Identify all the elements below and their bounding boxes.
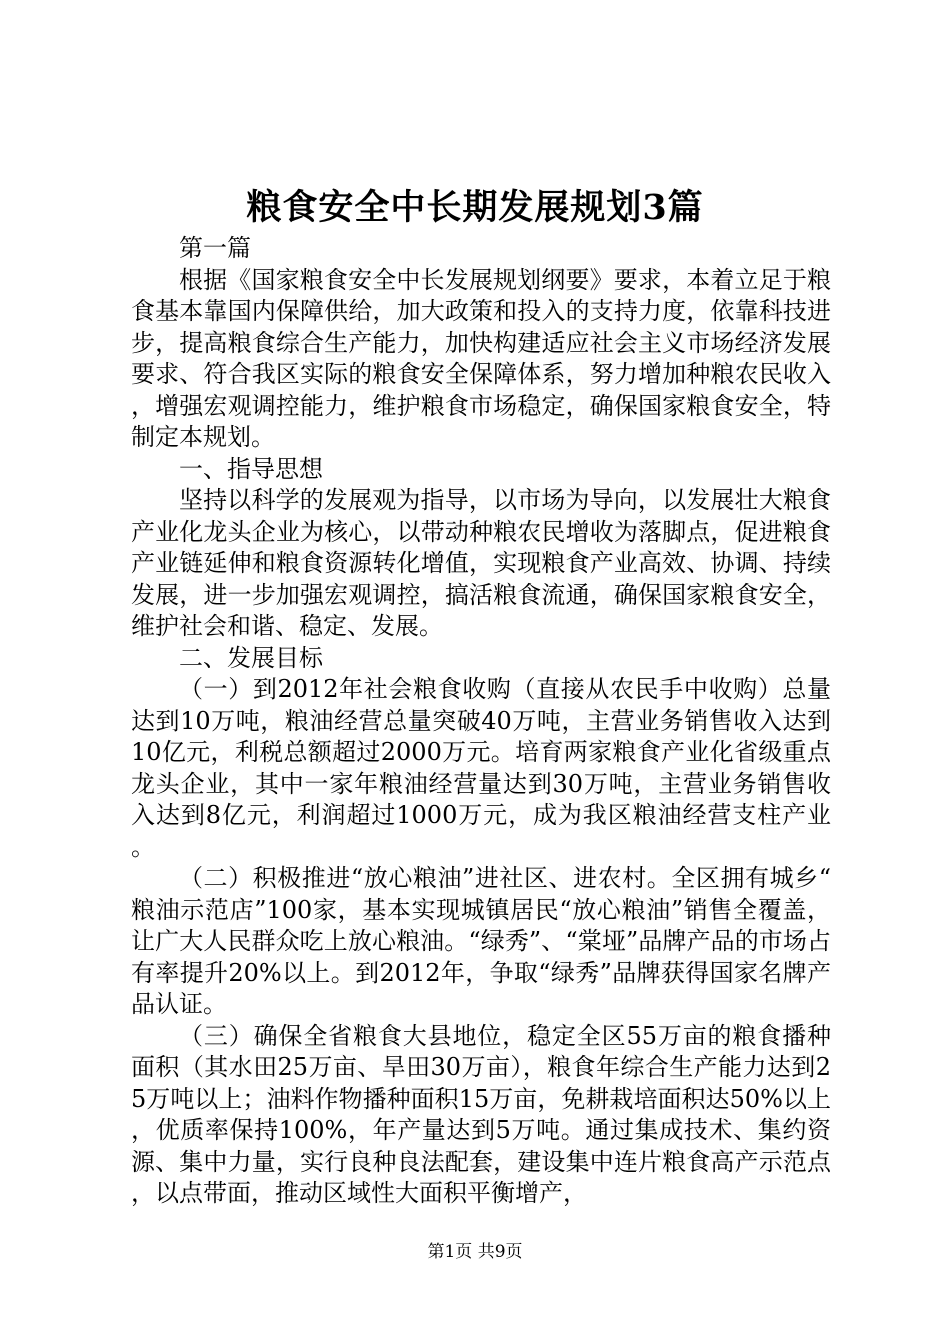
document-body [131, 233, 831, 1210]
paragraph-goal-1: （一）到2012年社会粮食收购（直接从农民手中收购）总量达到10万吨，粮油经营总量突破40万吨，主营业务销售收入达到10亿元，利税总额超过2000万元。培育两家粮食产业化省级重点龙头企业，其中一家年粮油经营量达到30万吨，主营业务销售收入达到8亿元，利润超过1000万元，成为我区粮油经营支柱产业。 [131, 675, 831, 861]
paragraph-goal-3: （三）确保全省粮食大县地位，稳定全区55万亩的粮食播种面积（其水田25万亩、旱田30万亩），粮食年综合生产能力达到25万吨以上；油料作物播种面积15万亩，免耕栽培面积达50%以上，优质率保持100%，年产量达到5万吨。通过集成技术、集约资源、集中力量，实行良种良法配套，建设集中连片粮食高产示范点，以点带面，推动区域性大面积平衡增产， [131, 1021, 831, 1207]
paragraph-goal-2: （二）积极推进“放心粮油”进社区、进农村。全区拥有城乡“粮油示范店”100家，基本实现城镇居民“放心粮油”销售全覆盖，让广大人民群众吃上放心粮油。“绿秀”、“棠垭”品牌产品的市场占有率提升20%以上。到2012年，争取“绿秀”品牌获得国家名牌产品认证。 [131, 864, 831, 1018]
heading-development-goals: 二、发展目标 [179, 643, 323, 672]
paragraph-guiding-ideology: 坚持以科学的发展观为指导，以市场为导向，以发展壮大粮食产业化龙头企业为核心，以带动种粮农民增收为落脚点，促进粮食产业链延伸和粮食资源转化增值，实现粮食产业高效、协调、持续发展，进一步加强宏观调控，搞活粮食流通，确保国家粮食安全，维护社会和谐、稳定、发展。 [131, 486, 831, 640]
intro-paragraph: 根据《国家粮食安全中长发展规划纲要》要求，本着立足于粮食基本靠国内保障供给，加大政策和投入的支持力度，依靠科技进步，提高粮食综合生产能力，加快构建适应社会主义市场经济发展要求、符合我区实际的粮食安全保障体系，努力增加种粮农民收入，增强宏观调控能力，维护粮食市场稳定，确保国家粮食安全，特制定本规划。 [131, 265, 831, 451]
heading-guiding-ideology: 一、指导思想 [179, 454, 323, 483]
document-title: 粮食安全中长期发展规划3篇 [246, 187, 704, 228]
section-label: 第一篇 [179, 234, 251, 262]
page-footer: 第1页 共9页 [427, 1242, 523, 1262]
